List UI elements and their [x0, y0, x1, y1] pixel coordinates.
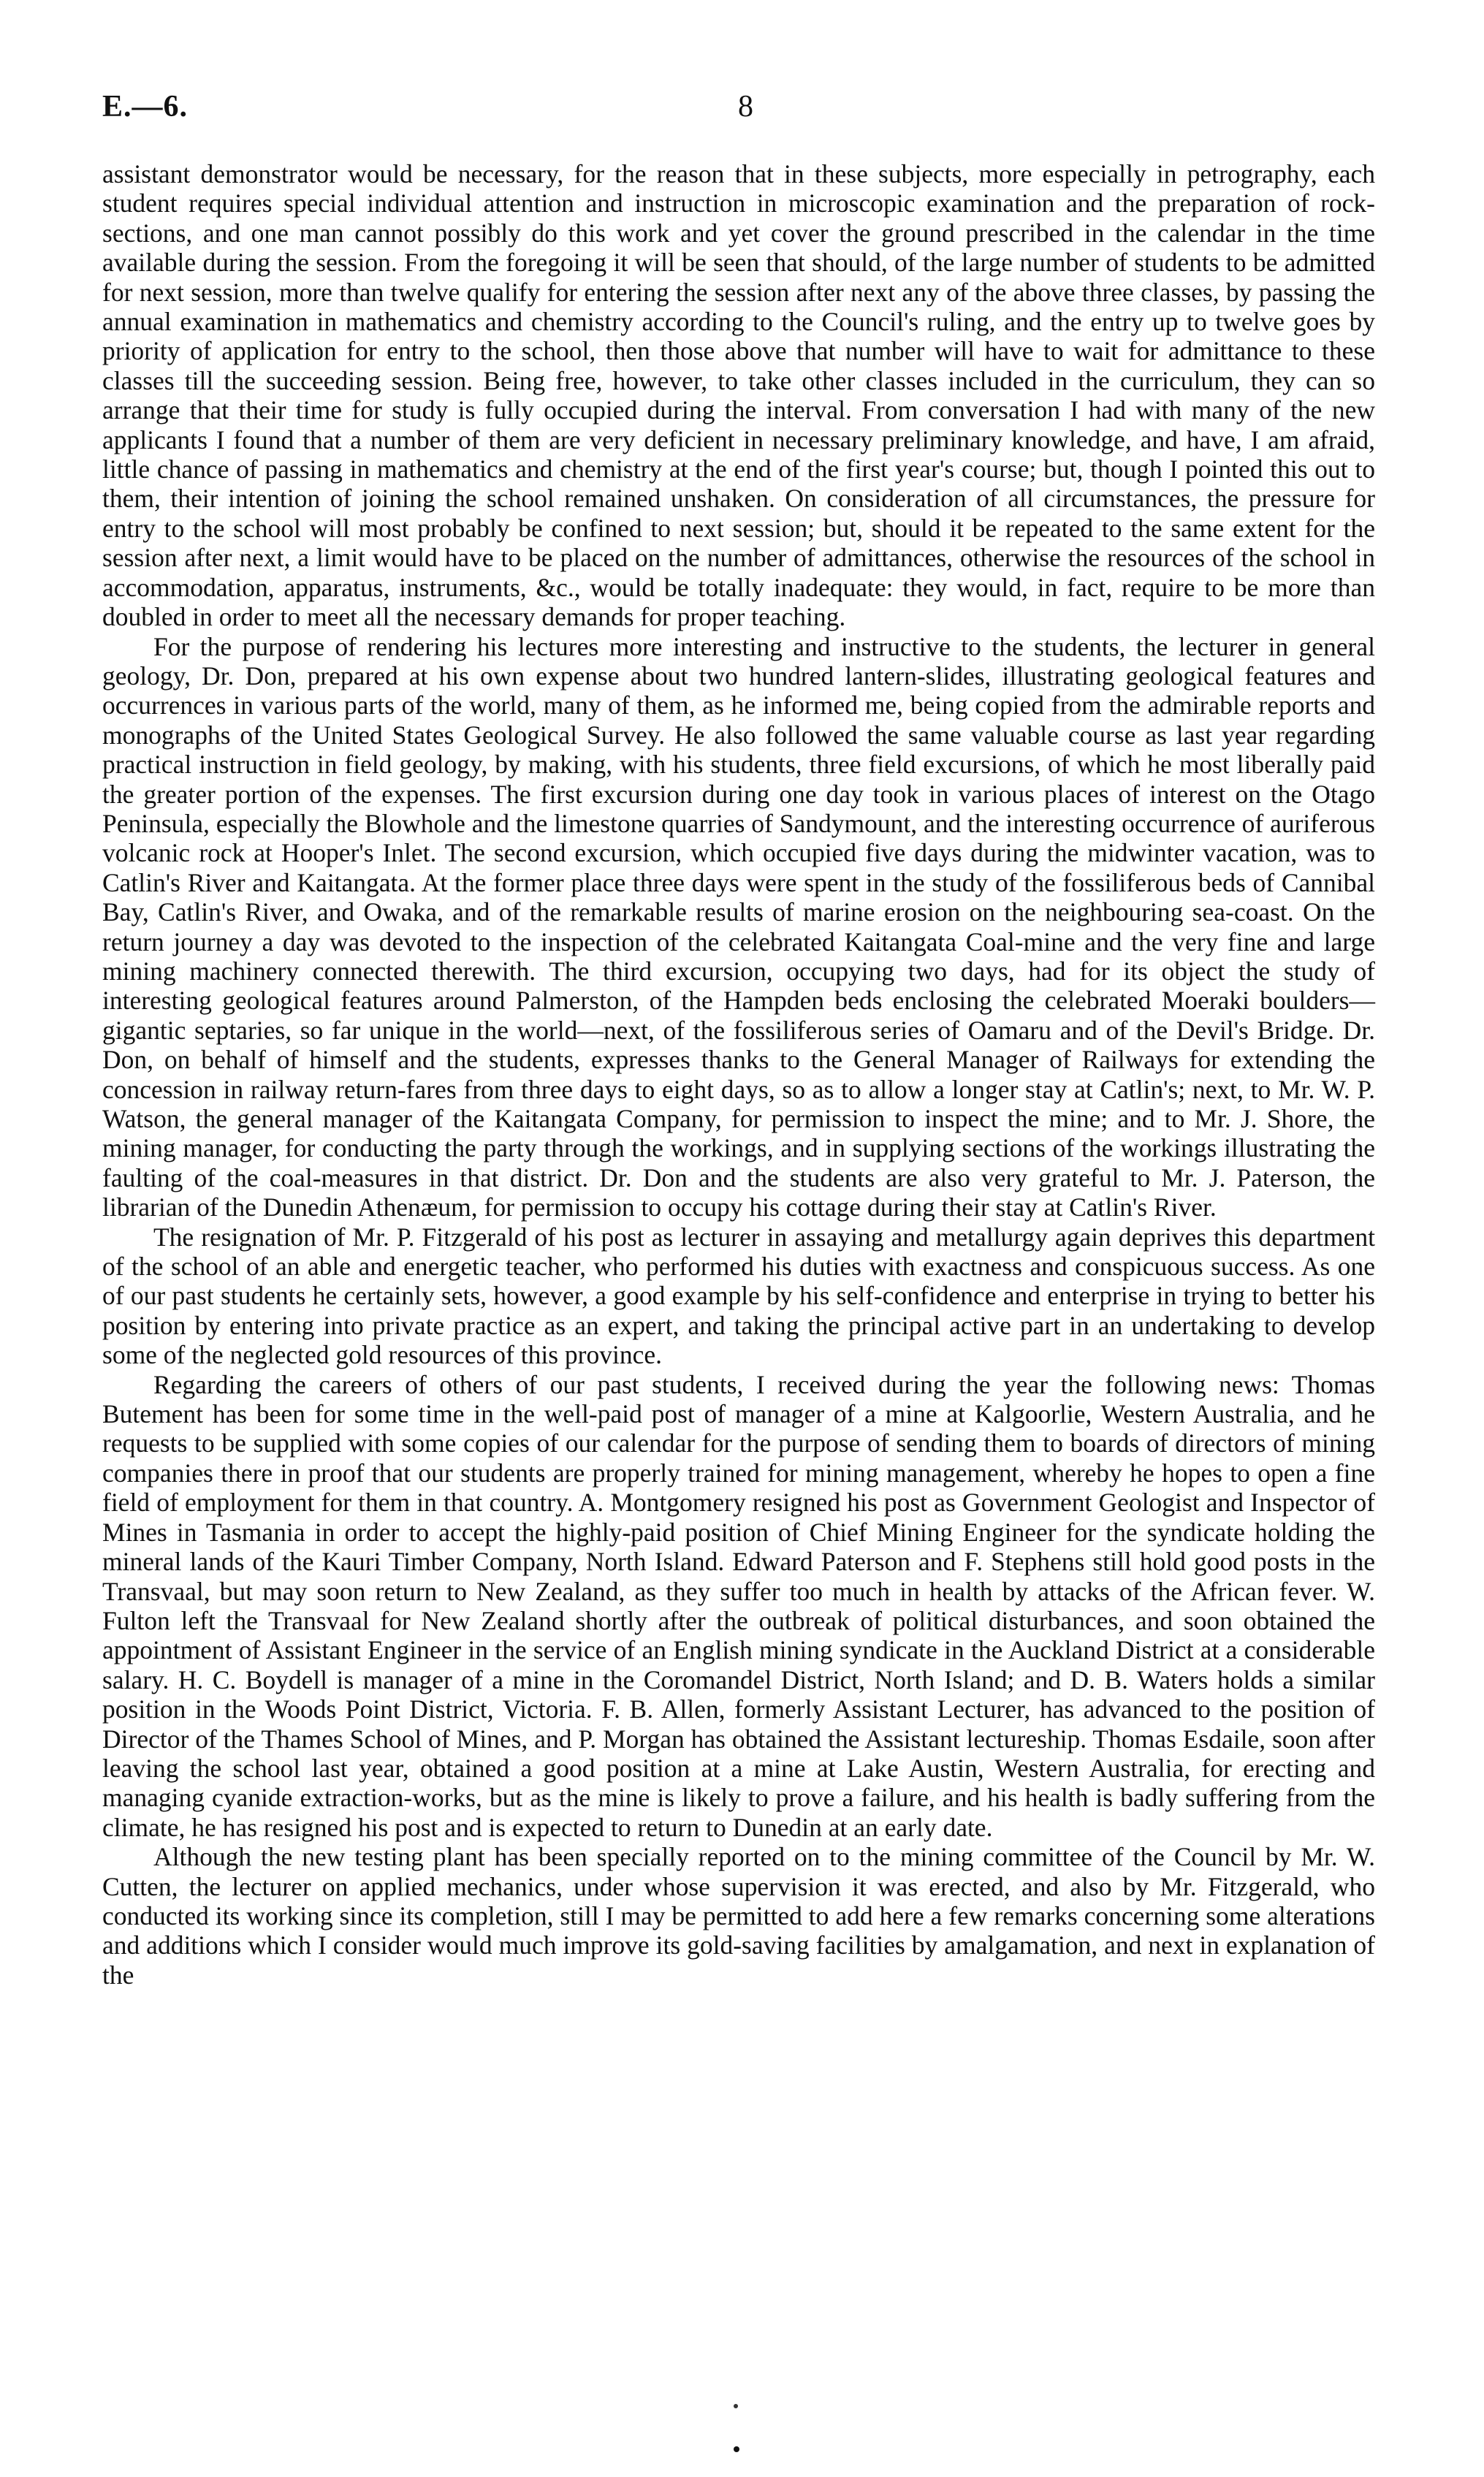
paragraph-continuation: assistant demonstrator would be necessary, for the reason that in these subjects, more especially in petrography, each student requires special individual attention and instruction in microscopic examination and the preparation of rock-sections, and one man cannot possibly do this work and yet cover the ground prescribed in the calendar in the time available during the session. From the foregoing it will be seen that should, of the large number of students to be admitted for next session, more than twelve qualify for entering the session after next any of the above three classes, by passing the annual examination in mathematics and chemistry according to the Council's ruling, and the entry up to twelve goes by priority of application for entry to the school, then those above that number will have to wait for admittance to these classes till the succeeding session. Being free, however, to take other classes included in the curriculum, they can so arrange that their time for study is fully occupied during the interval. From conversation I had with many of the new applicants I found that a number of them are very deficient in necessary preliminary knowledge, and have, I am afraid, little chance of passing in mathematics and chemistry at the end of the first year's course; but, though I pointed this out to them, their intention of joining the school remained unshaken. On consideration of all circumstances, the pressure for entry to the school will most probably be confined to next session; but, should it be repeated to the same extent for the session after next, a limit would have to be placed on the number of admittances, otherwise the resources of the school in accommodation, apparatus, instruments, &c., would be totally inadequate: they would, in fact, require to be more than doubled in order to meet all the necessary demands for proper teaching.	[102, 159, 1375, 632]
document-reference: E.—6.	[102, 90, 189, 123]
body-text	[102, 159, 1375, 1990]
page-header	[102, 89, 1381, 133]
paragraph-geology-excursions: For the purpose of rendering his lectures more interesting and instructive to the students, the lecturer in general geology, Dr. Don, prepared at his own expense about two hundred lantern-slides, illustrating geological features and occurrences in various parts of the world, many of them, as he informed me, being copied from the admirable reports and monographs of the United States Geological Survey. He also followed the same valuable course as last year regarding practical instruction in field geology, by making, with his students, three field excursions, of which he most liberally paid the greater portion of the expenses. The first excursion during one day took in various places of interest on the Otago Peninsula, especially the Blowhole and the limestone quarries of Sandymount, and the interesting occurrence of auriferous volcanic rock at Hooper's Inlet. The second excursion, which occupied five days during the midwinter vacation, was to Catlin's River and Kaitangata. At the former place three days were spent in the study of the fossiliferous beds of Cannibal Bay, Catlin's River, and Owaka, and of the remarkable results of marine erosion on the neighbouring sea-coast. On the return journey a day was devoted to the inspection of the celebrated Kaitangata Coal-mine and the very fine and large mining machinery connected therewith. The third excursion, occupying two days, had for its object the study of interesting geological features around Palmerston, of the Hampden beds enclosing the celebrated Moeraki boulders—gigantic septaries, so far unique in the world—next, of the fossiliferous series of Oamaru and of the Devil's Bridge. Dr. Don, on behalf of himself and the students, expresses thanks to the General Manager of Railways for extending the concession in railway return-fares from three days to eight days, so as to allow a longer stay at Catlin's; next, to Mr. W. P. Watson, the general manager of the Kaitangata Company, for permission to inspect the mine; and to Mr. J. Shore, the mining manager, for conducting the party through the workings, and in supplying sections of the workings illustrating the faulting of the coal-measures in that district. Dr. Don and the students are also very grateful to Mr. J. Paterson, the librarian of the Dunedin Athenæum, for permission to occupy his cottage during their stay at Catlin's River.	[102, 631, 1375, 1222]
page-number: 8	[738, 90, 753, 123]
footer-dot	[734, 2446, 739, 2452]
footer-dot	[734, 2404, 738, 2408]
paragraph-fitzgerald-resignation: The resignation of Mr. P. Fitzgerald of his post as lecturer in assaying and metallurgy again deprives this department of the school of an able and energetic teacher, who performed his duties with exactness and conspicuous success. As one of our past students he certainly sets, however, a good example by his self-confidence and enterprise in trying to better his position by entering into private practice as an expert, and taking the principal active part in an undertaking to develop some of the neglected gold resources of this province.	[102, 1222, 1375, 1370]
paragraph-past-students: Regarding the careers of others of our past students, I received during the year the following news: Thomas Butement has been for some time in the well-paid post of manager of a mine at Kalgoorlie, Western Australia, and he requests to be supplied with some copies of our calendar for the purpose of sending them to boards of directors of mining companies there in proof that our students are properly trained for mining management, whereby he hopes to open a fine field of employment for them in that country. A. Montgomery resigned his post as Government Geologist and Inspector of Mines in Tasmania in order to accept the highly-paid position of Chief Mining Engineer for the syndicate holding the mineral lands of the Kauri Timber Company, North Island. Edward Paterson and F. Stephens still hold good posts in the Transvaal, but may soon return to New Zealand, as they suffer too much in health by attacks of the African fever. W. Fulton left the Transvaal for New Zealand shortly after the outbreak of political disturbances, and soon obtained the appointment of Assistant Engineer in the service of an English mining syndicate in the Auckland District at a considerable salary. H. C. Boydell is manager of a mine in the Coromandel District, North Island; and D. B. Waters holds a similar position in the Woods Point District, Victoria. F. B. Allen, formerly Assistant Lecturer, has advanced to the position of Director of the Thames School of Mines, and P. Morgan has obtained the Assistant lectureship. Thomas Esdaile, soon after leaving the school last year, obtained a good position at a mine at Lake Austin, Western Australia, for erecting and managing cyanide extraction-works, but as the mine is likely to prove a failure, and his health is badly suffering from the climate, he has resigned his post and is expected to return to Dunedin at an early date.	[102, 1369, 1375, 1842]
paragraph-testing-plant: Although the new testing plant has been specially reported on to the mining committee of the Council by Mr. W. Cutten, the lecturer on applied mechanics, under whose supervision it was erected, and also by Mr. Fitzgerald, who conducted its working since its completion, still I may be permitted to add here a few remarks concerning some alterations and additions which I consider would much improve its gold-saving facilities by amalgamation, and next in explanation of the	[102, 1842, 1375, 1990]
